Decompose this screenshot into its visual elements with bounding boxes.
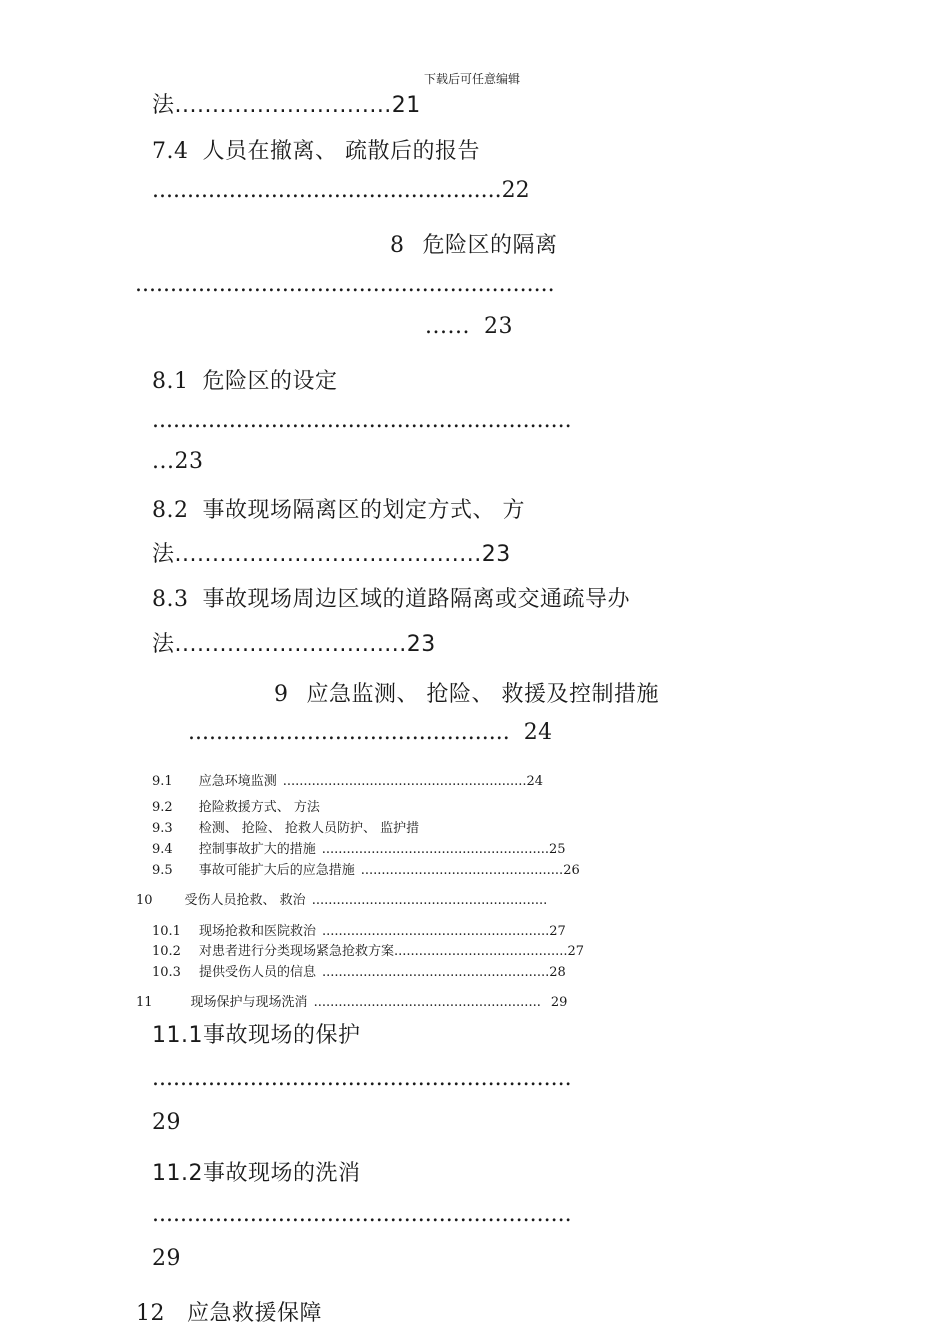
leader-dots: ....................................................... [321, 842, 549, 857]
toc-entry-10[interactable] [136, 889, 547, 908]
section-title: 现场抢救和医院救治 [198, 924, 316, 939]
section-number: 9.2 [152, 800, 173, 815]
page-number: 29 [550, 995, 568, 1010]
toc-leader-7-4: ..................................................22 [152, 178, 530, 203]
toc-page-11-2: 29 [152, 1246, 181, 1271]
page-number: 24 [523, 720, 553, 745]
section-title: 应急监测、 抢险、 救援及控制措施 [306, 682, 659, 707]
toc-entry-8-1[interactable] [152, 364, 338, 395]
section-title: 应急救援保障 [187, 1301, 323, 1326]
section-number: 9.5 [152, 863, 173, 878]
section-number: 7.4 [152, 139, 189, 164]
toc-entry-9-3[interactable] [152, 817, 419, 836]
toc-leader-11-2: ............................................................ [152, 1202, 572, 1227]
leader-dots: ................................................. [360, 863, 564, 878]
section-number: 10.1 [152, 924, 181, 939]
section-number: 10.2 [152, 944, 181, 959]
toc-entry-9-5[interactable] [152, 859, 580, 878]
toc-leader-11-1: ............................................................ [152, 1066, 572, 1091]
section-title: 抢险救援方式、 方法 [198, 800, 320, 815]
toc-entry-11-2[interactable] [152, 1156, 361, 1187]
section-title: 事故现场隔离区的划定方式、 方 [202, 498, 525, 523]
section-number: 12 [136, 1301, 165, 1326]
section-title: 应急环境监测 [198, 774, 277, 789]
page-header: 下载后可任意编辑 [424, 72, 521, 86]
section-title: 检测、 抢险、 抢救人员防护、 监护措 [198, 821, 420, 836]
toc-leader-8-1-end: ...23 [152, 449, 204, 474]
section-title: 提供受伤人员的信息 [198, 965, 316, 980]
section-number: 8.3 [152, 587, 189, 612]
section-title: 危险区的隔离 [422, 233, 558, 258]
leader-dots: ........................................................... [282, 774, 527, 789]
page-number: 24 [526, 774, 544, 789]
section-title: 事故可能扩大后的应急措施 [198, 863, 355, 878]
section-number: 10.3 [152, 965, 181, 980]
section-title: 现场保护与现场洗消 [190, 995, 308, 1010]
section-title: 11.2事故现场的洗消 [152, 1161, 361, 1186]
toc-text: 法...............................23 [152, 632, 436, 657]
section-number: 9.3 [152, 821, 173, 836]
toc-leader-8-1: ............................................................ [152, 408, 572, 433]
toc-leader-8: ............................................................ [135, 272, 555, 297]
toc-line-continuation-7-3 [152, 88, 421, 119]
toc-entry-10-3[interactable] [152, 961, 566, 980]
section-number: 8 [390, 233, 405, 258]
section-number: 8.2 [152, 498, 189, 523]
section-title: 事故现场周边区域的道路隔离或交通疏导办 [202, 587, 631, 612]
section-number: 11 [136, 995, 153, 1010]
page-number: 26 [563, 863, 580, 878]
toc-leader-8-3 [152, 627, 436, 658]
section-number: 9 [274, 682, 289, 707]
toc-entry-11-1[interactable] [152, 1018, 361, 1049]
leader-dots: ....................................................... [313, 995, 541, 1010]
page-number: 27 [567, 944, 585, 959]
section-title: 危险区的设定 [202, 369, 338, 394]
toc-entry-10-1[interactable] [152, 920, 566, 939]
leader-dots: ......................................................... [311, 893, 548, 908]
toc-entry-8-2[interactable] [152, 493, 525, 524]
page-number: 28 [549, 965, 566, 980]
leader-dots: .............................................. [188, 720, 510, 745]
toc-text: 法.............................21 [152, 93, 421, 118]
toc-entry-9-1[interactable] [152, 770, 543, 789]
leader-dots: ....................................................... [321, 965, 550, 980]
toc-leader-8-2 [152, 537, 511, 568]
toc-leader-8-end [425, 314, 513, 339]
section-title: 控制事故扩大的措施 [198, 842, 316, 857]
page-number: 27 [549, 924, 566, 939]
section-title: 11.1事故现场的保护 [152, 1023, 361, 1048]
toc-entry-11[interactable] [136, 991, 567, 1010]
section-title: 受伤人员抢救、 救治 [184, 893, 306, 908]
toc-entry-9[interactable] [274, 677, 659, 708]
toc-entry-9-4[interactable] [152, 838, 566, 857]
page-number: 25 [548, 842, 566, 857]
toc-entry-9-2[interactable] [152, 796, 320, 815]
leader-dots: .......................................... [393, 944, 568, 959]
section-number: 8.1 [152, 369, 189, 394]
toc-page-11-1: 29 [152, 1110, 181, 1135]
toc-entry-10-2[interactable] [152, 940, 584, 959]
toc-entry-8-3[interactable] [152, 582, 630, 613]
leader-dots: ...... [425, 314, 470, 339]
section-title: 人员在撤离、 疏散后的报告 [202, 139, 480, 164]
section-number: 9.1 [152, 774, 173, 789]
leader-dots: ....................................................... [321, 924, 550, 939]
toc-entry-12[interactable] [136, 1296, 322, 1327]
page-number: 23 [483, 314, 513, 339]
toc-entry-7-4[interactable] [152, 134, 480, 165]
section-number: 9.4 [152, 842, 173, 857]
section-title: 对患者进行分类现场紧急抢救方案 [198, 944, 394, 959]
section-number: 10 [136, 893, 153, 908]
toc-text: 法.........................................23 [152, 542, 511, 567]
toc-entry-8[interactable] [390, 228, 558, 259]
toc-leader-9 [188, 720, 553, 745]
